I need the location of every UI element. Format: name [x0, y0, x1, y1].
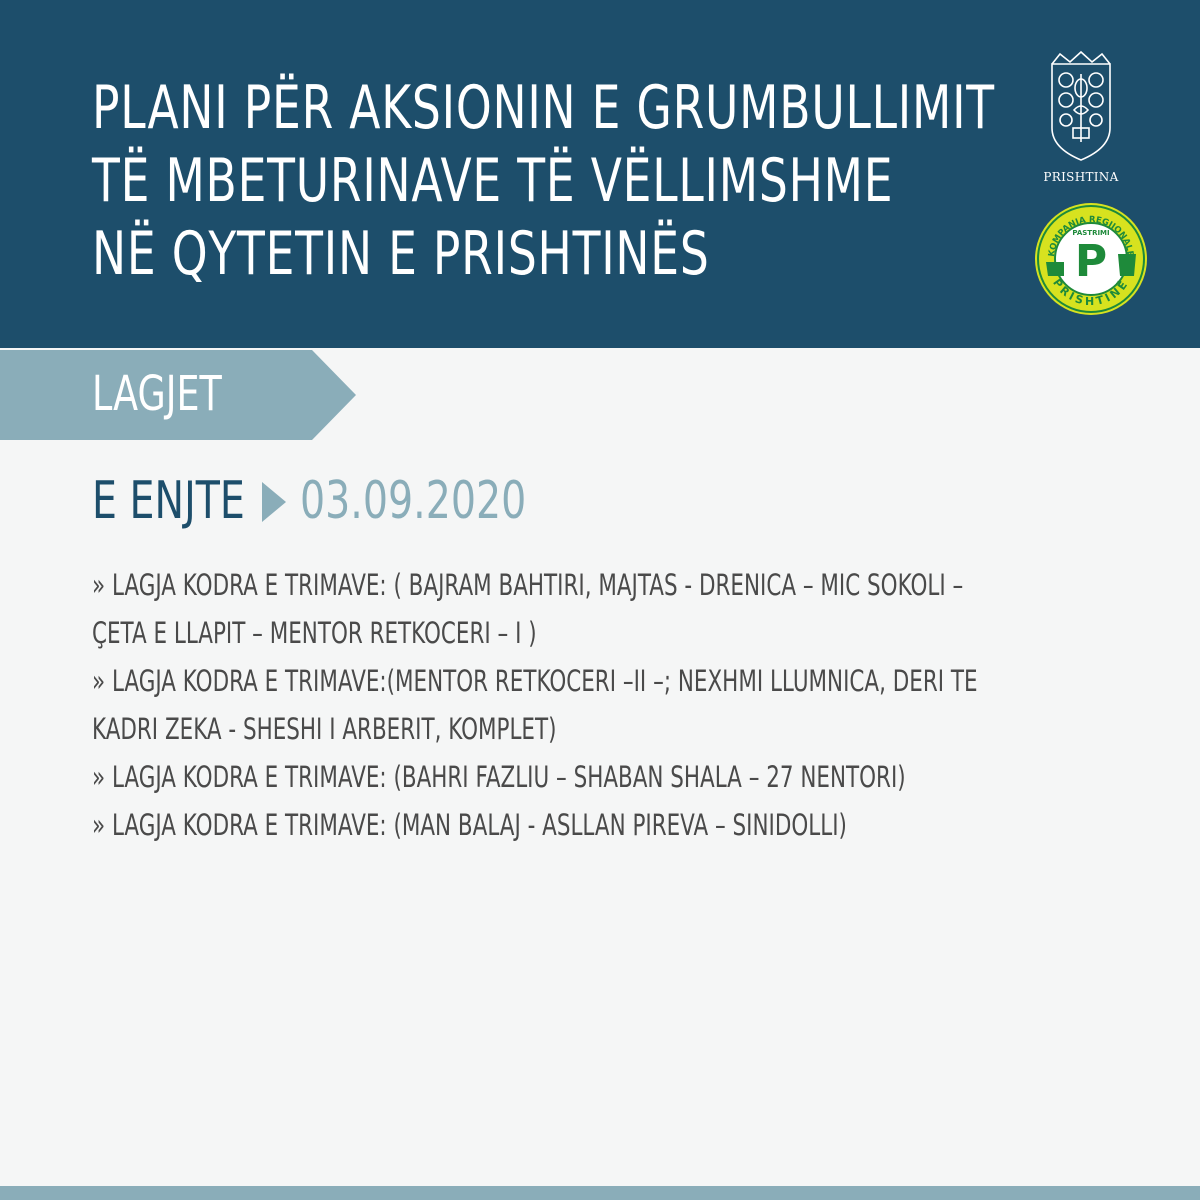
page-title [92, 72, 995, 291]
title-line-1: PLANI PËR AKSIONIN E GRUMBULLIMIT [92, 73, 995, 143]
title-line-3: NË QYTETIN E PRISHTINËS [92, 219, 710, 289]
logo-letter: P [1074, 236, 1108, 287]
logo-bottom-text: PRISHTINË [1050, 276, 1132, 309]
list-item: » LAGJA KODRA E TRIMAVE: ( BAJRAM BAHTIRI, MAJTAS - DRENICA – MIC SOKOLI – [92, 568, 964, 602]
list-item: KADRI ZEKA - SHESHI I ARBERIT, KOMPLET) [92, 712, 557, 746]
title-line-2: TË MBETURINAVE TË VËLLIMSHME [92, 146, 894, 216]
list-item: » LAGJA KODRA E TRIMAVE: (MAN BALAJ - ASLLAN PIREVA – SINIDOLLI) [92, 808, 847, 842]
schedule-day: E ENJTE [92, 471, 245, 531]
schedule-date: 03.09.2020 [300, 471, 527, 531]
prishtina-crest-icon [1046, 50, 1116, 164]
logo-top-text: KOMPANIA REGJIONALE [1047, 214, 1135, 258]
footer-bar [0, 1186, 1200, 1200]
list-item: » LAGJA KODRA E TRIMAVE: (BAHRI FAZLIU – SHABAN SHALA – 27 NENTORI) [92, 760, 906, 794]
crest-label: PRISHTINA [1043, 170, 1119, 184]
pastrimi-logo-icon [1034, 202, 1148, 316]
list-item: » LAGJA KODRA E TRIMAVE:(MENTOR RETKOCERI –II –; NEXHMI LLUMNICA, DERI TE [92, 664, 978, 698]
play-arrow-icon [260, 480, 288, 524]
list-item: ÇETA E LLAPIT – MENTOR RETKOCERI – I ) [92, 616, 537, 650]
logo-mid-text: PASTRIMI [1072, 229, 1110, 237]
schedule-list [92, 561, 1047, 849]
section-label: LAGJET [92, 366, 222, 422]
